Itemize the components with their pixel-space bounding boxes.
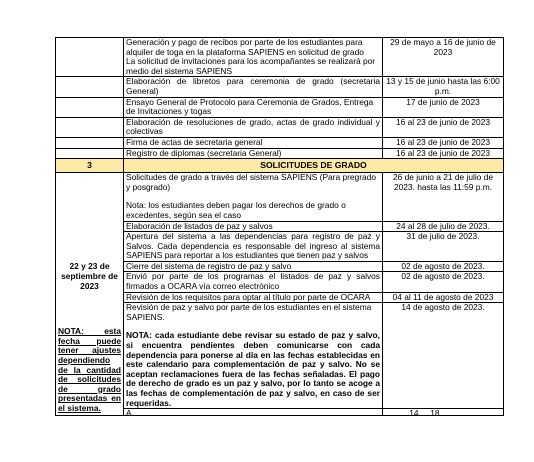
table-row [56,409,504,416]
table-row [56,148,504,159]
table-row [56,137,504,148]
activity-cell: Elaboración de listados de paz y salvos [124,221,383,232]
empty-cell [56,77,124,97]
activity-cell: Firma de actas de secretaria general [124,137,383,148]
activity-cell [124,409,383,416]
date-cell: 16 al 23 de junio de 2023 [383,137,504,148]
table-row [56,272,504,292]
graduation-date-cell [56,173,124,416]
date-cell: 29 de mayo a 16 de junio de 2023 [383,38,504,77]
table-row [56,303,504,409]
graduation-date-note: NOTA: esta fecha puede tener ajustes dependiendo de la cantidad de solicitudes de grado presentadas en el sistema. [58,326,121,413]
activity-cell: Elaboración de libretos para ceremonia de grado (secretaria General) [124,77,383,97]
activity-text: Revisión de paz y salvo por parte de los estudiantes en el sistema SAPIENS. [126,302,372,322]
activity-cell [124,303,383,409]
activity-cell: Ensayo General de Protocolo para Ceremonia de Grados, Entrega de Invitaciones y togas [124,97,383,117]
activity-cell: Envió por parte de los programas el listados de paz y salvos firmados a OCARA vía correo electrónico [124,272,383,292]
empty-cell [56,38,124,77]
empty-cell [56,117,124,137]
date-cell: 16 al 23 de junio de 2023 [383,117,504,137]
activity-text: Solicitudes de grado a través del sistema SAPIENS (Para pregrado y posgrado) [126,172,376,192]
table-row [56,221,504,232]
date-cell: 17 de junio de 2023 [383,97,504,117]
date-cell: 02 de agosto de 2023. [383,272,504,292]
table-row [56,38,504,77]
graduation-date: 22 y 23 de septiembre de 2023 [61,261,118,292]
activity-text-cut: A ... ... ... ... ... ... [126,409,187,416]
date-cell: 14 de agosto de 2023. [383,303,504,409]
table-row [56,173,504,221]
activity-text-2: La solicitud de invitaciones para los acompañantes se realizará por medio del sistema SAPIENS [126,56,376,76]
date-cell: 13 y 15 de junio hasta las 6:00 p.m. [383,77,504,97]
date-cell: 26 de junio a 21 de julio de 2023. hasta las 11:59 p.m. [383,173,504,221]
activity-cell [124,38,383,77]
date-cell: 16 al 23 de junio de 2023 [383,148,504,159]
activity-cell: Cierre del sistema de registro de paz y salvo [124,261,383,272]
table-row [56,77,504,97]
schedule-table [55,37,504,416]
section-header-row [56,159,504,173]
empty-cell [56,137,124,148]
activity-note: NOTA: cada estudiante debe revisar su estado de paz y salvo, si encuentra pendientes deben comunicarse con cada dependencia para ponerse al día en las fechas establecidas en este calendario para complementación de paz y salvo. No se aceptan reclamaciones fuera de las fechas señaladas. El pago de derecho de grado es un paz y salvo, por lo tanto se acoge a las fechas de complementación de paz y salvo, en caso de ser requeridas. [126,330,380,408]
activity-cell [124,173,383,221]
activity-note: Nota: los estudiantes deben pagar los derechos de grado o excedentes, según sea el caso [126,200,346,220]
table-row [56,97,504,117]
section-number: 3 [56,159,124,173]
activity-cell: Registro de diplomas (secretaria General) [124,148,383,159]
date-cell: 24 al 28 de julio de 2023. [383,221,504,232]
activity-cell: Elaboración de resoluciones de grado, actas de grado individual y colectivas [124,117,383,137]
table-row [56,292,504,303]
activity-text: Generación y pago de recibos por parte de los estudiantes para alquiler de toga en la plataforma SAPIENS en solicitud de grado [126,37,364,57]
empty-cell [56,148,124,159]
date-cell: 02 de agosto de 2023. [383,261,504,272]
date-cell [383,409,504,416]
date-text-cut: 14 ... 18 ... ... ... ... [409,409,477,416]
table-row [56,261,504,272]
empty-cell [56,97,124,117]
table-row [56,117,504,137]
table-row [56,232,504,262]
activity-cell: Revisión de los requisitos para optar al título por parte de OCARA [124,292,383,303]
date-cell: 04 al 11 de agosto de 2023 [383,292,504,303]
date-cell: 31 de julio de 2023. [383,232,504,262]
activity-cell: Apertura del sistema a las dependencias para registro de paz y Salvos. Cada dependencia es responsable del ingreso al sistema SAPIENS para reportar a los estudiantes que tienen paz y salvos [124,232,383,262]
section-title: SOLICITUDES DE GRADO [124,159,504,173]
